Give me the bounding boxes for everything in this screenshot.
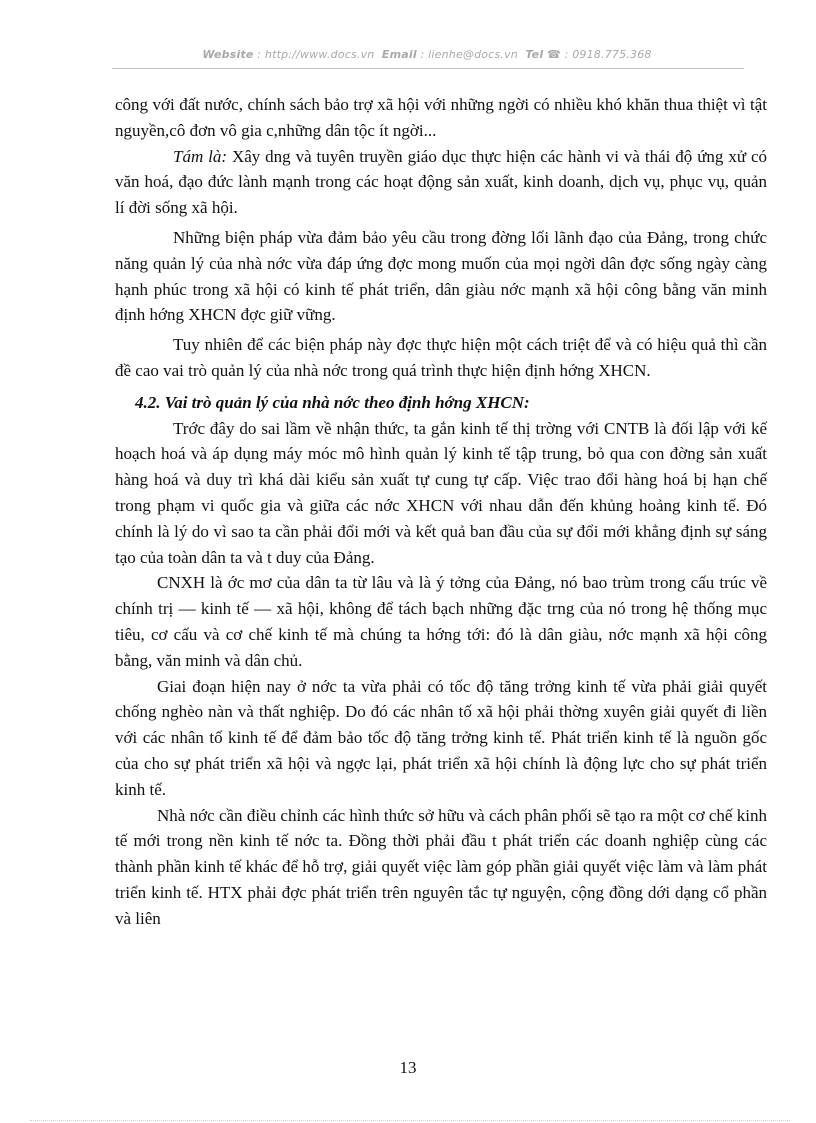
paragraph-6: CNXH là ớc mơ của dân ta từ lâu và là ý tởng của Đảng, nó bao trùm trong cấu trúc về chính trị — kinh tế — xã hội, không để tách bạch những đặc trng của nó trong hệ thống mục tiêu, cơ cấu và cơ chế kinh tế mà chúng ta hớng tới: đó là dân giàu, nớc mạnh xã hội công bằng, văn minh và dân chủ. [115, 573, 767, 670]
paragraph-2-text: Xây dng và tuyên truyền giáo dục thực hiện các hành vi và thái độ ứng xử có văn hoá, đạo đức lành mạnh trong các hoạt động sản xuất, kinh doanh, dịch vụ, phục vụ, quản lí đời sống xã hội. [115, 146, 767, 218]
paragraph-3: Những biện pháp vừa đảm bảo yêu cầu trong đờng lối lãnh đạo của Đảng, trong chức năng quản lý của nhà nớc vừa đáp ứng đợc mong muốn của mọi ngời dân đợc sống ngày càng hạnh phúc trong xã hội có kinh tế phát triển, dân giàu nớc mạnh xã hội công bằng văn minh định hớng XHCN đợc giữ vững. [115, 227, 767, 325]
tel-value: ☎ : 0918.775.368 [547, 48, 652, 61]
page-header [112, 48, 742, 61]
paragraph-4: Tuy nhiên để các biện pháp này đợc thực hiện một cách triệt để và có hiệu quả thì cần đề cao vai trò quản lý của nhà nớc trong quá trình thực hiện định hớng XHCN. [115, 335, 767, 380]
paragraph-2 [115, 144, 767, 221]
paragraph-5: Trớc đây do sai lầm về nhận thức, ta gắn kinh tế thị trờng với CNTB là đối lập với kế hoạch hoá và áp dụng máy móc mô hình quản lý kinh tế tập trung, bỏ qua con đờng sản xuất hàng hoá và duy trì khá dài kiểu sản xuất tự cung tự cấp. Việc trao đổi hàng hoá bị hạn chế trong phạm vi quốc gia và giữa các nớc XHCN với nhau dẫn đến khủng hoảng kinh tế. Đó chính là lý do vì sao ta cần phải đổi mới và kết quả ban đầu của sự đổi mới khẳng định sự sáng tạo của toàn dân ta và t duy của Đảng. [115, 418, 767, 567]
paragraph-2-lead: Tám là: [173, 146, 228, 166]
website-label: Website [202, 48, 254, 61]
document-body [115, 92, 767, 932]
header-divider [112, 68, 744, 69]
section-heading: 4.2. Vai trò quản lý của nhà nớc theo định hớng XHCN: [135, 392, 530, 412]
paragraph-7: Giai đoạn hiện nay ở nớc ta vừa phải có tốc độ tăng trởng kinh tế vừa phải giải quyết chống nghèo nàn và thất nghiệp. Do đó các nhân tố xã hội phải thờng xuyên giải quyết đi liền với các nhân tố kinh tế để đảm bảo tốc độ tăng trởng kinh tế. Phát triển kinh tế là nguồn gốc của cho sự phát triển xã hội và ngợc lại, phát triển xã hội chính là động lực cho sự phát triển kinh tế. [115, 676, 767, 799]
email-value: : lienhe@docs.vn [420, 48, 518, 61]
paragraph-1: công với đất nước, chính sách bảo trợ xã hội với những ngời có nhiều khó khăn thua thiệt vì tật nguyền,cô đơn vô gia c,những dân tộc ít ngời... [115, 95, 767, 140]
page-number: 13 [399, 1058, 417, 1077]
email-label: Email [381, 48, 417, 61]
website-value: : http://www.docs.vn [257, 48, 375, 61]
bottom-divider [30, 1120, 790, 1121]
tel-label: Tel [525, 48, 544, 61]
paragraph-8: Nhà nớc cần điều chỉnh các hình thức sở hữu và cách phân phối sẽ tạo ra một cơ chế kinh tế mới trong nền kinh tế nớc ta. Đồng thời phải đầu t phát triển các doanh nghiệp cùng các thành phần kinh tế khác để hỗ trợ, giải quyết việc làm góp phần giải quyết việc làm và làm phát triển kinh tế. HTX phải đợc phát triển trên nguyên tắc tự nguyện, cộng đồng dới dạng cổ phần và liên [115, 805, 767, 928]
